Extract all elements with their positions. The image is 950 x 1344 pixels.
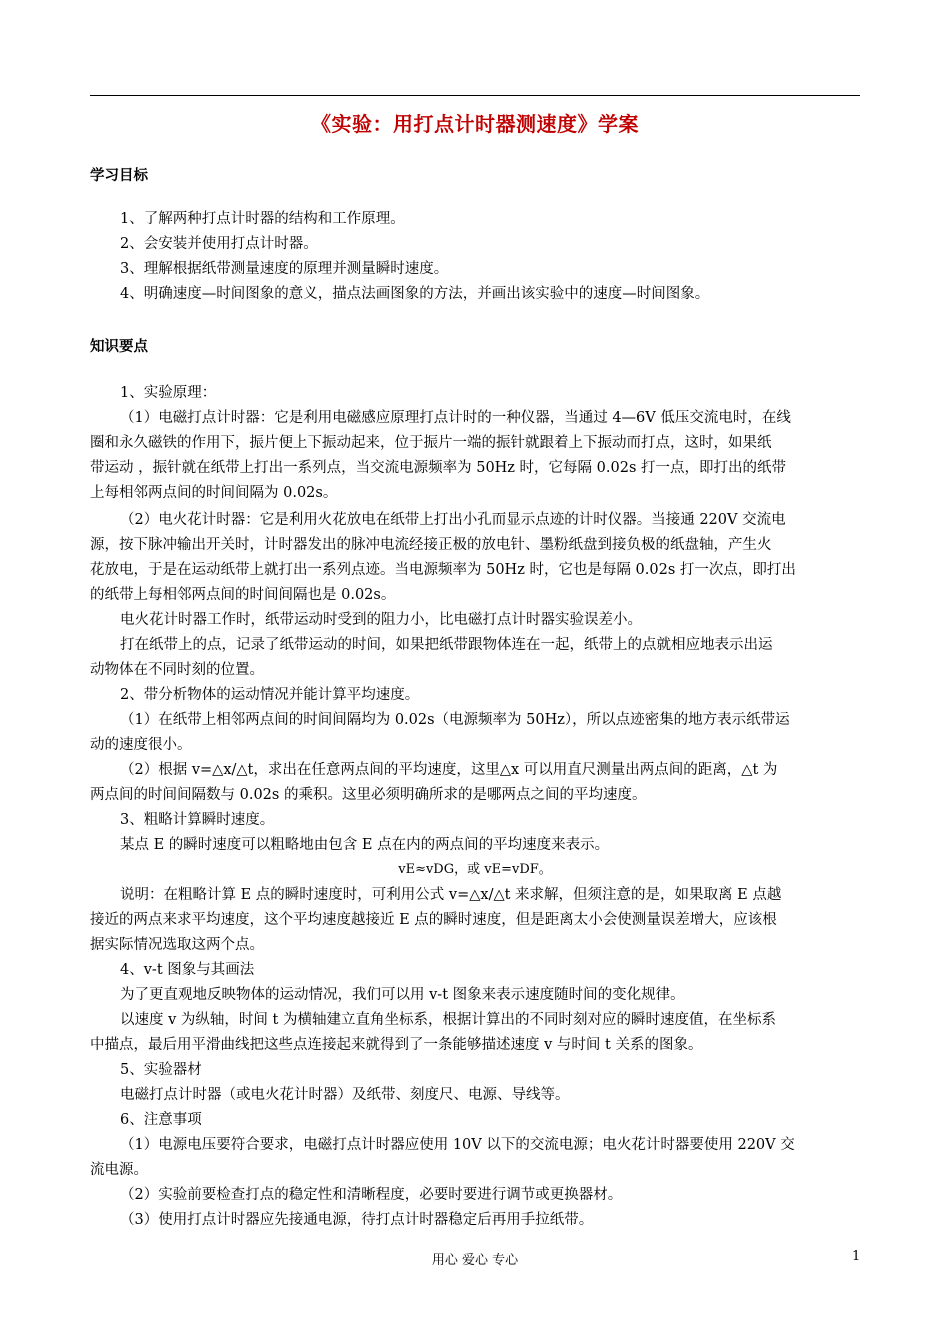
formula-line: vE≈vDG，或 vE=vDF。 xyxy=(398,862,552,877)
text-line: 花放电，于是在运动纸带上就打出一系列点迹。当电源频率为 50Hz 时，它也是每隔 0.02s 打一次点，即打出 xyxy=(90,562,796,578)
text-line: 上每相邻两点间的时间间隔为 0.02s。 xyxy=(90,485,338,501)
text-line: （1）在纸带上相邻两点间的时间间隔均为 0.02s（电源频率为 50Hz），所以点迹密集的地方表示纸带运 xyxy=(120,712,790,728)
goal-item: 4、明确速度—时间图象的意义，描点法画图象的方法，并画出该实验中的速度—时间图象。 xyxy=(120,286,710,302)
text-line: 某点 E 的瞬时速度可以粗略地由包含 E 点在内的两点间的平均速度来表示。 xyxy=(120,837,610,853)
text-line: 打在纸带上的点，记录了纸带运动的时间，如果把纸带跟物体连在一起，纸带上的点就相应地表示出运 xyxy=(120,637,773,653)
text-line: 源，按下脉冲输出开关时，计时器发出的脉冲电流经接正极的放电针、墨粉纸盘到接负极的纸盘轴，产生火 xyxy=(90,537,772,553)
section-heading-goals: 学习目标 xyxy=(90,168,148,184)
text-line: 4、v-t 图象与其画法 xyxy=(120,962,255,978)
text-line: 以速度 v 为纵轴，时间 t 为横轴建立直角坐标系，根据计算出的不同时刻对应的瞬时速度值，在坐标系 xyxy=(120,1012,776,1028)
text-line: 两点间的时间间隔数与 0.02s 的乘积。这里必须明确所求的是哪两点之间的平均速度。 xyxy=(90,787,647,803)
page-footer: 用心 爱心 专心 xyxy=(431,1253,519,1268)
section-heading-knowledge: 知识要点 xyxy=(90,339,148,355)
text-line: 2、带分析物体的运动情况并能计算平均速度。 xyxy=(120,687,420,703)
page-number: 1 xyxy=(852,1249,861,1264)
text-line: 圈和永久磁铁的作用下，振片便上下振动起来，位于振片一端的振针就跟着上下振动而打点，这时，如果纸 xyxy=(90,435,772,451)
goal-item: 3、理解根据纸带测量速度的原理并测量瞬时速度。 xyxy=(120,261,449,277)
document-title: 《实验：用打点计时器测速度》学案 xyxy=(311,112,639,136)
text-line: 动物体在不同时刻的位置。 xyxy=(90,662,264,678)
text-line: 电磁打点计时器（或电火花计时器）及纸带、刻度尺、电源、导线等。 xyxy=(120,1087,570,1103)
header-rule xyxy=(90,95,860,96)
text-line: （2）实验前要检查打点的稳定性和清晰程度，必要时要进行调节或更换器材。 xyxy=(120,1187,623,1203)
text-line: 说明：在粗略计算 E 点的瞬时速度时，可利用公式 v=△x/△t 来求解，但须注意的是，如果取离 E 点越 xyxy=(120,887,782,903)
text-line: 6、注意事项 xyxy=(120,1112,202,1128)
text-line: 动的速度很小。 xyxy=(90,737,192,753)
text-line: 的纸带上每相邻两点间的时间间隔也是 0.02s。 xyxy=(90,587,396,603)
goal-item: 2、会安装并使用打点计时器。 xyxy=(120,236,318,252)
text-line: 接近的两点来求平均速度，这个平均速度越接近 E 点的瞬时速度，但是距离太小会使测量误差增大，应该根 xyxy=(90,912,777,928)
text-line: 5、实验器材 xyxy=(120,1062,202,1078)
text-line: 1、实验原理： xyxy=(120,385,217,401)
text-line: （2）根据 v=△x/△t，求出在任意两点间的平均速度，这里△x 可以用直尺测量出两点间的距离，△t 为 xyxy=(120,762,778,778)
text-line: 流电源。 xyxy=(90,1162,148,1178)
goal-item: 1、了解两种打点计时器的结构和工作原理。 xyxy=(120,211,405,227)
text-line: 中描点，最后用平滑曲线把这些点连接起来就得到了一条能够描述速度 v 与时间 t 关系的图象。 xyxy=(90,1037,703,1053)
text-line: （2）电火花计时器：它是利用火花放电在纸带上打出小孔而显示点迹的计时仪器。当接通 220V 交流电 xyxy=(120,512,786,528)
text-line: 据实际情况选取这两个点。 xyxy=(90,937,264,953)
text-line: 电火花计时器工作时，纸带运动时受到的阻力小，比电磁打点计时器实验误差小。 xyxy=(120,612,642,628)
text-line: 3、粗略计算瞬时速度。 xyxy=(120,812,275,828)
text-line: （1）电磁打点计时器：它是利用电磁感应原理打点计时的一种仪器，当通过 4—6V 低压交流电时，在线 xyxy=(120,410,791,426)
text-line: （1）电源电压要符合要求，电磁打点计时器应使用 10V 以下的交流电源；电火花计时器要使用 220V 交 xyxy=(120,1137,795,1153)
text-line: 带运动 ，振针就在纸带上打出一系列点，当交流电源频率为 50Hz 时，它每隔 0.02s 打一点，即打出的纸带 xyxy=(90,460,787,476)
text-line: 为了更直观地反映物体的运动情况，我们可以用 v-t 图象来表示速度随时间的变化规律。 xyxy=(120,987,685,1003)
text-line: （3）使用打点计时器应先接通电源，待打点计时器稳定后再用手拉纸带。 xyxy=(120,1212,594,1228)
